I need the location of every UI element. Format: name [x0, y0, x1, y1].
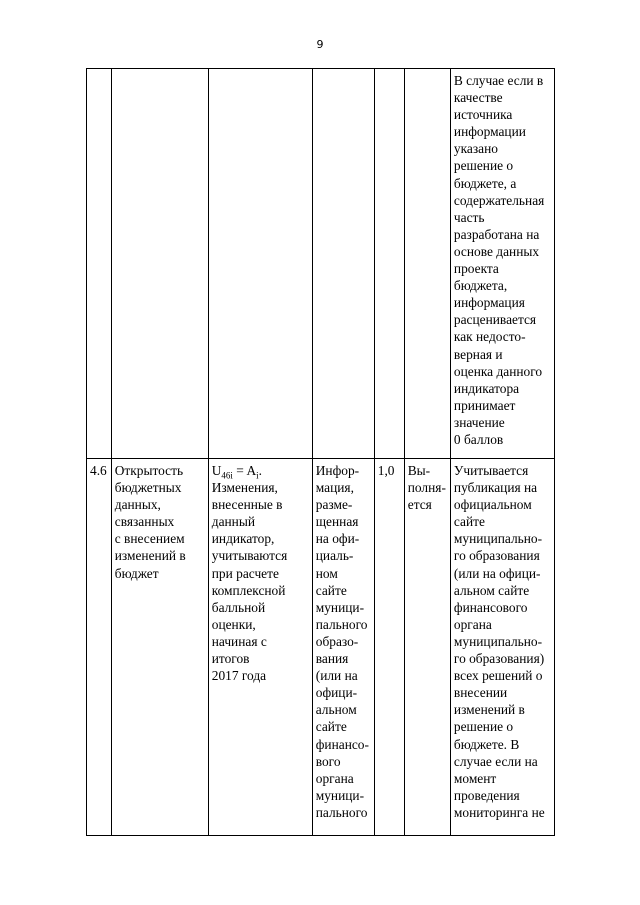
text-line: ется: [407, 497, 432, 513]
text-line: бюджете, а: [453, 175, 517, 191]
cell-note-continued: [450, 69, 554, 459]
text-line: органа: [453, 616, 492, 632]
text-line: на офи-: [315, 531, 360, 547]
cell-source: [312, 459, 374, 836]
text-line: оценки,: [211, 616, 256, 632]
cell-note: [450, 459, 554, 836]
text-line: значение: [453, 414, 505, 430]
text-line: муниципально-: [453, 531, 543, 547]
text-line: основе данных: [453, 243, 540, 259]
text-line: пального: [315, 804, 368, 820]
text-line: Открытость: [114, 463, 184, 478]
text-line: Вы-: [407, 463, 431, 478]
cell-number: [87, 459, 112, 836]
cell-status: [404, 459, 450, 836]
text-line: итогов: [211, 651, 250, 667]
text-line: внесении: [453, 685, 508, 701]
table-row-continued: [87, 69, 555, 459]
text-line: изменений в: [114, 548, 186, 564]
text-line: Инфор-: [315, 463, 360, 478]
text-line: разработана на: [453, 226, 540, 242]
text-line: вания: [315, 651, 349, 667]
text-line: расценивается: [453, 312, 537, 328]
text-line: 0 баллов: [453, 431, 504, 447]
text-line: го образования: [453, 548, 540, 564]
cell-weight: [374, 459, 404, 836]
text-line: содержательная: [453, 192, 545, 208]
text-line: верная и: [453, 346, 503, 362]
text-line: указано: [453, 141, 498, 157]
text-line: как недосто-: [453, 329, 526, 345]
text-line: связанных: [114, 514, 175, 530]
text-line: сайте: [315, 719, 347, 735]
text-line: разме-: [315, 497, 353, 513]
table-row-4-6: [87, 459, 555, 836]
text-line: мониторинга не: [453, 804, 545, 820]
cell-source-empty: [312, 69, 374, 459]
text-line: при расчете: [211, 565, 279, 581]
text-line: финансо-: [315, 736, 369, 752]
cell-status-empty: [404, 69, 450, 459]
note-text: [454, 72, 550, 448]
text-line: информация: [453, 295, 525, 311]
indicator-number: 4.6: [90, 463, 107, 478]
status-text: [408, 462, 446, 513]
page-number: 9: [316, 38, 324, 51]
text-line: (или на офици-: [453, 565, 541, 581]
text-line: решение о: [453, 719, 514, 735]
indicators-table: [86, 68, 555, 836]
text-line: информации: [453, 124, 526, 140]
text-line: го образования): [453, 651, 545, 667]
text-line: учитываются: [211, 548, 288, 564]
cell-name-empty: [111, 69, 208, 459]
cell-formula: [208, 459, 312, 836]
text-line: пального: [315, 616, 368, 632]
text-line: оценка данного: [453, 363, 543, 379]
cell-number-empty: [87, 69, 112, 459]
text-line: источника: [453, 107, 513, 123]
text-line: балльной: [211, 599, 266, 615]
text-line: решение о: [453, 158, 514, 174]
text-line: с внесением: [114, 531, 185, 547]
text-line: принимает: [453, 397, 516, 413]
text-line: индикатора: [453, 380, 520, 396]
text-line: муници-: [315, 787, 365, 803]
text-line: муниципально-: [453, 633, 543, 649]
formula: $U_{46i} = A_i$.: [211, 463, 262, 481]
text-line: муници-: [315, 599, 365, 615]
text-line: проведения: [453, 787, 520, 803]
text-line: (или на: [315, 668, 358, 684]
text-line: финансового: [453, 599, 528, 615]
text-line: официальном: [453, 497, 532, 513]
indicator-name: [115, 462, 204, 582]
text-line: часть: [453, 209, 485, 225]
weight-value: 1,0: [377, 463, 395, 478]
text-line: комплексной: [211, 582, 286, 598]
text-line: индикатор,: [211, 531, 275, 547]
text-line: полня-: [407, 480, 446, 496]
text-line: бюджетных: [114, 480, 182, 496]
text-line: момент: [453, 770, 497, 786]
text-line: изменений в: [453, 702, 525, 718]
text-line: альном: [315, 702, 357, 718]
text-line: бюджете. В: [453, 736, 520, 752]
source-text: [316, 462, 370, 821]
cell-formula-empty: [208, 69, 312, 459]
text-line: сайте: [315, 582, 347, 598]
text-line: данный: [211, 514, 256, 530]
text-line: мация,: [315, 480, 354, 496]
text-line: бюджет: [114, 565, 159, 581]
text-line: Изменения,: [211, 480, 278, 496]
cell-name: [111, 459, 208, 836]
text-line: щенная: [315, 514, 359, 530]
text-line: образо-: [315, 633, 359, 649]
text-line: циаль-: [315, 548, 354, 564]
text-line: Учитывается: [453, 463, 529, 478]
text-line: органа: [315, 770, 354, 786]
cell-weight-empty: [374, 69, 404, 459]
text-line: проекта: [453, 261, 499, 277]
text-line: альном сайте: [453, 582, 530, 598]
text-line: 2017 года: [211, 668, 267, 684]
text-line: случае если на: [453, 753, 538, 769]
text-line: всех решений о: [453, 668, 543, 684]
formula-note: [212, 479, 308, 684]
text-line: В случае если в: [453, 73, 544, 88]
text-line: внесенные в: [211, 497, 283, 513]
text-line: данных,: [114, 497, 161, 513]
text-line: сайте: [453, 514, 485, 530]
text-line: начиная с: [211, 633, 267, 649]
text-line: вого: [315, 753, 341, 769]
text-line: бюджета,: [453, 278, 508, 294]
note-text: [454, 462, 550, 821]
text-line: офици-: [315, 685, 358, 701]
text-line: публикация на: [453, 480, 538, 496]
text-line: качестве: [453, 90, 503, 106]
text-line: ном: [315, 565, 338, 581]
